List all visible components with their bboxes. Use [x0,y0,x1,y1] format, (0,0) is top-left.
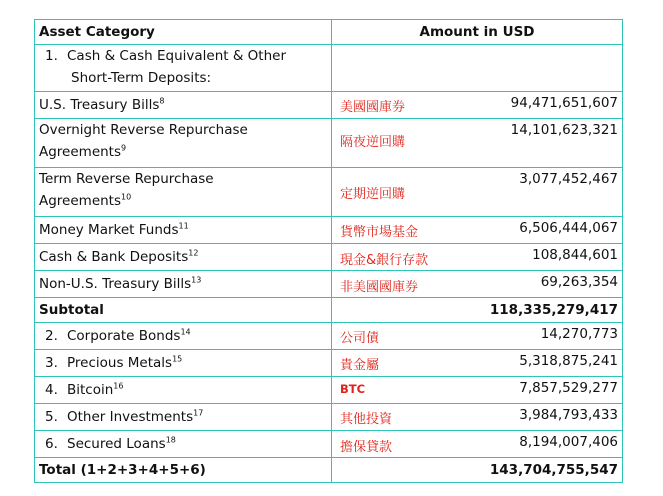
item-label: Money Market Funds [39,222,179,238]
cash-item-row [35,244,623,271]
asset-row [35,323,623,350]
item-label: Secured Loans [67,436,166,452]
cash-item-row [35,271,623,298]
chinese-annotation: 貴金屬 [340,358,380,373]
asset-table [34,19,623,483]
item-amount: 3,984,793,433 [519,407,618,423]
item-amount: 69,263,354 [540,274,618,290]
item-label-line1: Term Reverse Repurchase [39,171,214,187]
item-label-line1: Overnight Reverse Repurchase [39,122,248,138]
chinese-annotation: 貨幣市場基金 [340,225,419,240]
cash-item-row [35,217,623,244]
footnote-ref: 15 [172,354,183,364]
subtotal-label: Subtotal [35,298,332,323]
total-row [35,458,623,483]
footnote-ref: 18 [165,435,176,445]
subtotal-amount: 118,335,279,417 [332,298,623,323]
footnote-ref: 14 [180,327,191,337]
chinese-annotation: 其他投資 [340,412,393,427]
item-label: Corporate Bonds [67,328,181,344]
item-amount: 8,194,007,406 [519,434,618,450]
header-amount: Amount in USD [332,20,623,45]
chinese-annotation: 公司債 [340,331,380,346]
footnote-ref: 12 [188,248,199,258]
cash-item-row [35,92,623,119]
item-amount: 14,270,773 [540,326,618,342]
cash-row [35,45,623,92]
item-label-line2: Agreements [39,193,122,209]
item-label: U.S. Treasury Bills [39,97,160,113]
row-number: 2. [45,328,58,344]
item-label: Other Investments [67,409,194,425]
row-number: 6. [45,436,58,452]
asset-row [35,404,623,431]
footnote-ref: 17 [193,408,204,418]
footnote-ref: 8 [159,96,165,106]
chinese-annotation: 美國國庫券 [340,100,406,115]
item-amount: 7,857,529,277 [519,380,618,396]
chinese-annotation: 定期逆回購 [340,187,406,202]
asset-row [35,350,623,377]
footnote-ref: 16 [113,381,124,391]
row-number: 4. [45,382,58,398]
item-label-line2: Agreements [39,144,122,160]
item-amount: 14,101,623,321 [510,122,618,138]
total-amount: 143,704,755,547 [332,458,623,483]
cash-item-row [35,168,623,217]
footnote-ref: 9 [121,143,127,153]
item-amount: 5,318,875,241 [519,353,618,369]
asset-row [35,377,623,404]
chinese-annotation: 擔保貸款 [340,440,393,455]
item-label: Precious Metals [67,355,173,371]
header-category: Asset Category [35,20,332,45]
total-label: Total (1+2+3+4+5+6) [35,458,332,483]
chinese-annotation: 隔夜逆回購 [340,135,406,150]
item-amount: 6,506,444,067 [519,220,618,236]
row-number: 3. [45,355,58,371]
asset-row [35,431,623,458]
item-label: Bitcoin [67,382,114,398]
cash-item-row [35,119,623,168]
cash-label-line1: Cash & Cash Equivalent & Other [67,48,286,64]
header-row [35,20,623,45]
subtotal-row [35,298,623,323]
chinese-annotation: 非美國國庫券 [340,280,419,295]
footnote-ref: 13 [191,275,202,285]
item-amount: 108,844,601 [532,247,618,263]
footnote-ref: 11 [178,221,189,231]
item-amount: 3,077,452,467 [519,171,618,187]
row-number: 1. [45,48,58,64]
footnote-ref: 10 [121,192,132,202]
chinese-annotation: 現金&銀行存款 [340,253,429,268]
row-number: 5. [45,409,58,425]
item-label: Cash & Bank Deposits [39,249,189,265]
cash-label-line2: Short-Term Deposits: [71,70,212,86]
item-label: Non-U.S. Treasury Bills [39,276,192,292]
chinese-annotation: BTC [340,382,366,396]
item-amount: 94,471,651,607 [510,95,618,111]
